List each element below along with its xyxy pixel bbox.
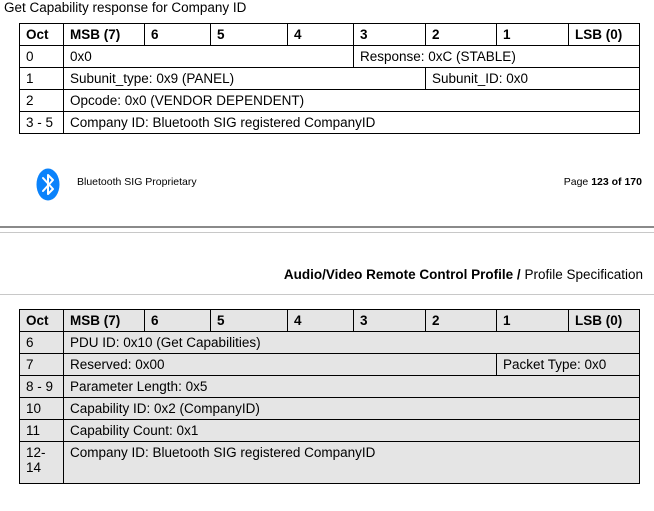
header-bit2: 2: [426, 24, 497, 46]
header-bit1: 1: [497, 24, 569, 46]
footer-page-number: Page 123 of 170: [563, 176, 642, 188]
oct-cell: 1: [20, 68, 64, 90]
table-row: [20, 112, 640, 134]
footer-proprietary-label: Bluetooth SIG Proprietary: [77, 176, 197, 188]
oct-cell: 0: [20, 46, 64, 68]
header-bit6: 6: [145, 310, 211, 332]
page-break-rule: [0, 232, 654, 233]
header-rule: [0, 294, 654, 295]
table-row: [20, 442, 640, 484]
table-row: [20, 68, 640, 90]
table-caption: Get Capability response for Company ID: [4, 0, 247, 15]
header-bit6: 6: [145, 24, 211, 46]
field-cell: Company ID: Bluetooth SIG registered CompanyID: [64, 442, 640, 484]
header-bit1: 1: [497, 310, 569, 332]
field-cell: PDU ID: 0x10 (Get Capabilities): [64, 332, 640, 354]
oct-cell: 10: [20, 398, 64, 420]
header-oct: Oct: [20, 24, 64, 46]
header-msb: MSB (7): [64, 310, 145, 332]
header-bit3: 3: [354, 24, 426, 46]
capability-response-table: [19, 23, 640, 134]
table-row: [20, 376, 640, 398]
table-row: [20, 354, 640, 376]
header-lsb: LSB (0): [569, 24, 640, 46]
capability-response-table-continued: [19, 309, 640, 484]
field-cell: Response: 0xC (STABLE): [354, 46, 640, 68]
oct-cell: 11: [20, 420, 64, 442]
table-row: [20, 90, 640, 112]
oct-cell: 7: [20, 354, 64, 376]
table-row: [20, 46, 640, 68]
field-cell: Subunit_type: 0x9 (PANEL): [64, 68, 426, 90]
header-lsb: LSB (0): [569, 310, 640, 332]
field-cell: Packet Type: 0x0: [497, 354, 640, 376]
header-oct: Oct: [20, 310, 64, 332]
table-row: [20, 332, 640, 354]
header-bit4: 4: [288, 24, 354, 46]
oct-cell: 12- 14: [20, 442, 64, 484]
field-cell: Subunit_ID: 0x0: [426, 68, 640, 90]
table-header-row: [20, 24, 640, 46]
field-cell: 0x0: [64, 46, 354, 68]
table-row: [20, 398, 640, 420]
bluetooth-logo-icon: [36, 168, 60, 201]
oct-cell: 6: [20, 332, 64, 354]
field-cell: Company ID: Bluetooth SIG registered CompanyID: [64, 112, 640, 134]
running-header: Audio/Video Remote Control Profile / Profile Specification: [283, 267, 643, 282]
header-bit3: 3: [354, 310, 426, 332]
oct-cell: 8 - 9: [20, 376, 64, 398]
header-bit5: 5: [211, 310, 288, 332]
oct-cell: 3 - 5: [20, 112, 64, 134]
table-row: [20, 420, 640, 442]
header-bit4: 4: [288, 310, 354, 332]
header-bit2: 2: [426, 310, 497, 332]
field-cell: Opcode: 0x0 (VENDOR DEPENDENT): [64, 90, 640, 112]
page-break-rule: [0, 226, 654, 228]
field-cell: Reserved: 0x00: [64, 354, 497, 376]
oct-cell: 2: [20, 90, 64, 112]
table-header-row: [20, 310, 640, 332]
field-cell: Parameter Length: 0x5: [64, 376, 640, 398]
header-bit5: 5: [211, 24, 288, 46]
field-cell: Capability Count: 0x1: [64, 420, 640, 442]
header-msb: MSB (7): [64, 24, 145, 46]
field-cell: Capability ID: 0x2 (CompanyID): [64, 398, 640, 420]
